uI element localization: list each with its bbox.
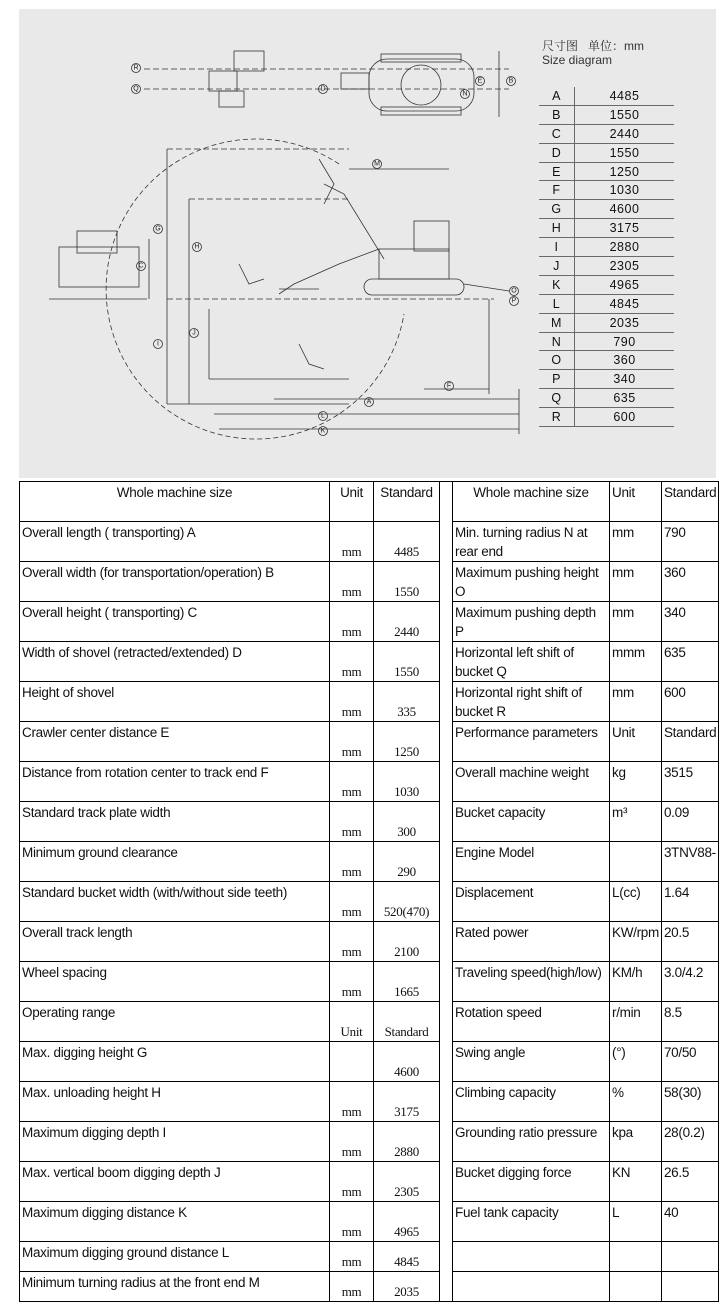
svg-text:J: J <box>192 329 196 337</box>
svg-text:B: B <box>508 77 514 85</box>
spec-item-right: Bucket capacity <box>453 802 610 842</box>
spec-item: Width of shovel (retracted/extended) D <box>20 642 330 682</box>
spec-row <box>20 962 719 1002</box>
spec-standard-right: 20.5 <box>661 922 718 962</box>
spec-unit: mm <box>330 842 374 882</box>
spec-standard: 520(470) <box>374 882 440 922</box>
spec-standard-right: 70/50 <box>661 1042 718 1082</box>
spec-standard: 4845 <box>374 1242 440 1272</box>
spec-unit-right: L <box>610 1202 662 1242</box>
size-value: 4845 <box>575 294 675 313</box>
size-value: 2035 <box>575 313 675 332</box>
spec-row <box>20 722 719 762</box>
size-value: 635 <box>575 389 675 408</box>
size-key: F <box>539 181 575 200</box>
svg-text:K: K <box>320 427 326 435</box>
size-table-row <box>539 389 674 408</box>
size-value: 4965 <box>575 275 675 294</box>
dim-marker-j <box>190 329 199 338</box>
spec-unit-right: L(cc) <box>610 882 662 922</box>
dim-marker-q <box>132 85 141 94</box>
size-key: L <box>539 294 575 313</box>
spec-row <box>20 842 719 882</box>
size-diagram-title <box>542 39 644 67</box>
spec-item-right: Grounding ratio pressure <box>453 1122 610 1162</box>
svg-text:H: H <box>194 243 200 251</box>
size-value: 360 <box>575 351 675 370</box>
spec-item: Standard track plate width <box>20 802 330 842</box>
size-value: 790 <box>575 332 675 351</box>
dim-marker-f <box>445 382 454 391</box>
spec-unit: mm <box>330 762 374 802</box>
spec-item-right: Min. turning radius N at rear end <box>453 522 610 562</box>
dim-marker-h <box>193 243 202 252</box>
spec-standard: 1550 <box>374 562 440 602</box>
size-value: 1550 <box>575 143 675 162</box>
spec-row <box>20 562 719 602</box>
header-unit-right: Unit <box>610 482 662 522</box>
spec-unit-right <box>610 1272 662 1302</box>
size-value: 2440 <box>575 124 675 143</box>
spec-row <box>20 922 719 962</box>
svg-text:C: C <box>138 262 144 270</box>
spec-unit: mm <box>330 1202 374 1242</box>
spec-unit: mm <box>330 922 374 962</box>
spec-item: Max. unloading height H <box>20 1082 330 1122</box>
spec-item-right: Climbing capacity <box>453 1082 610 1122</box>
spec-standard-right <box>661 1242 718 1272</box>
dim-marker-i <box>154 340 163 349</box>
dim-marker-k <box>319 427 328 436</box>
size-key: R <box>539 408 575 427</box>
spec-item: Minimum ground clearance <box>20 842 330 882</box>
spec-item: Operating range <box>20 1002 330 1042</box>
spec-unit-right: mmm <box>610 642 662 682</box>
gap-cell <box>440 602 453 642</box>
gap-cell <box>440 1082 453 1122</box>
spec-unit-right: (°) <box>610 1042 662 1082</box>
dimension-letter-markers <box>132 64 519 436</box>
spec-standard: 300 <box>374 802 440 842</box>
header-item: Whole machine size <box>20 482 330 522</box>
size-table-row <box>539 257 674 276</box>
size-value: 4600 <box>575 200 675 219</box>
svg-text:N: N <box>462 90 468 98</box>
spec-standard-right: 3.0/4.2 <box>661 962 718 1002</box>
dim-marker-o <box>510 287 519 296</box>
spec-item-right: Performance parameters <box>453 722 610 762</box>
size-table-row <box>539 124 674 143</box>
gap-cell <box>440 522 453 562</box>
spec-unit-right: Unit <box>610 722 662 762</box>
gap-cell <box>440 922 453 962</box>
spec-unit-right: m³ <box>610 802 662 842</box>
spec-header-row <box>20 482 719 522</box>
size-key: K <box>539 275 575 294</box>
gap-cell <box>440 1242 453 1272</box>
size-key: G <box>539 200 575 219</box>
size-value: 2305 <box>575 257 675 276</box>
dim-marker-m <box>373 160 382 169</box>
spec-item-right: Maximum pushing depth P <box>453 602 610 642</box>
size-table-row <box>539 219 674 238</box>
size-table-row <box>539 351 674 370</box>
size-table-row <box>539 238 674 257</box>
spec-item: Overall width (for transportation/operation) B <box>20 562 330 602</box>
gap-cell <box>440 762 453 802</box>
spec-unit: mm <box>330 802 374 842</box>
spec-unit-right: KW/rpm <box>610 922 662 962</box>
spec-unit: mm <box>330 1272 374 1302</box>
spec-standard: 1665 <box>374 962 440 1002</box>
size-key: A <box>539 87 575 105</box>
dim-marker-n <box>461 90 470 99</box>
spec-unit-right: mm <box>610 522 662 562</box>
spec-standard-right: Standard <box>661 722 718 762</box>
spec-row <box>20 522 719 562</box>
spec-standard-right: 40 <box>661 1202 718 1242</box>
spec-item: Maximum digging ground distance L <box>20 1242 330 1272</box>
size-key: O <box>539 351 575 370</box>
gap-cell <box>440 1202 453 1242</box>
spec-unit-right <box>610 842 662 882</box>
spec-unit-right: kg <box>610 762 662 802</box>
dim-marker-l <box>319 412 328 421</box>
size-key: M <box>539 313 575 332</box>
spec-unit-right: % <box>610 1082 662 1122</box>
size-key: P <box>539 370 575 389</box>
spec-row <box>20 1042 719 1082</box>
spec-standard-right: 600 <box>661 682 718 722</box>
size-value: 4485 <box>575 87 675 105</box>
spec-unit-right: KN <box>610 1162 662 1202</box>
spec-standard: 2440 <box>374 602 440 642</box>
spec-row <box>20 1242 719 1272</box>
gap-cell <box>440 642 453 682</box>
spec-standard: 2035 <box>374 1272 440 1302</box>
size-table-row <box>539 87 674 105</box>
spec-row <box>20 802 719 842</box>
dim-marker-p <box>510 297 519 306</box>
size-value: 1250 <box>575 162 675 181</box>
spec-row <box>20 602 719 642</box>
spec-standard: 4600 <box>374 1042 440 1082</box>
svg-text:L: L <box>321 412 325 420</box>
size-table-row <box>539 143 674 162</box>
spec-row <box>20 1122 719 1162</box>
size-key: H <box>539 219 575 238</box>
svg-text:A: A <box>366 398 372 406</box>
spec-item-right: Fuel tank capacity <box>453 1202 610 1242</box>
spec-standard: 1030 <box>374 762 440 802</box>
spec-row <box>20 882 719 922</box>
gap-cell <box>440 1002 453 1042</box>
spec-item: Overall track length <box>20 922 330 962</box>
unit-cn: 单位：mm <box>588 39 645 53</box>
spec-unit: Unit <box>330 1002 374 1042</box>
gap-cell <box>440 882 453 922</box>
size-table-row <box>539 294 674 313</box>
spec-item-right: Swing angle <box>453 1042 610 1082</box>
spec-unit-right <box>610 1242 662 1272</box>
size-key: B <box>539 105 575 124</box>
spec-item: Wheel spacing <box>20 962 330 1002</box>
gap-cell <box>440 682 453 722</box>
spec-standard-right <box>661 1272 718 1302</box>
spec-item: Max. digging height G <box>20 1042 330 1082</box>
size-table <box>539 87 674 427</box>
size-table-row <box>539 408 674 427</box>
spec-standard: 1250 <box>374 722 440 762</box>
spec-standard-right: 1.64 <box>661 882 718 922</box>
spec-unit <box>330 1042 374 1082</box>
svg-text:G: G <box>155 225 161 233</box>
spec-unit-right: kpa <box>610 1122 662 1162</box>
spec-row <box>20 642 719 682</box>
spec-row <box>20 1272 719 1302</box>
dim-marker-g <box>154 225 163 234</box>
spec-row <box>20 1162 719 1202</box>
spec-standard: 2305 <box>374 1162 440 1202</box>
gap-cell <box>440 1122 453 1162</box>
spec-standard-right: 790 <box>661 522 718 562</box>
spec-item: Minimum turning radius at the front end M <box>20 1272 330 1302</box>
dim-marker-r <box>132 64 141 73</box>
size-key: J <box>539 257 575 276</box>
spec-unit: mm <box>330 522 374 562</box>
size-key: E <box>539 162 575 181</box>
spec-standard: 4965 <box>374 1202 440 1242</box>
svg-text:P: P <box>511 297 517 305</box>
spec-unit: mm <box>330 642 374 682</box>
size-value: 1550 <box>575 105 675 124</box>
spec-standard-right: 0.09 <box>661 802 718 842</box>
spec-item-right: Traveling speed(high/low) <box>453 962 610 1002</box>
size-key: C <box>539 124 575 143</box>
size-key: Q <box>539 389 575 408</box>
spec-item-right: Maximum pushing height O <box>453 562 610 602</box>
svg-text:O: O <box>511 287 517 295</box>
svg-text:R: R <box>133 64 139 72</box>
spec-item: Standard bucket width (with/without side teeth) <box>20 882 330 922</box>
spec-unit-right: r/min <box>610 1002 662 1042</box>
spec-unit: mm <box>330 1122 374 1162</box>
spec-unit: mm <box>330 722 374 762</box>
gap-cell <box>440 1272 453 1302</box>
spec-item: Distance from rotation center to track end F <box>20 762 330 802</box>
spec-standard-right: 26.5 <box>661 1162 718 1202</box>
size-value: 600 <box>575 408 675 427</box>
title-cn: 尺寸图 <box>542 39 579 53</box>
svg-text:M: M <box>374 160 380 168</box>
size-value: 340 <box>575 370 675 389</box>
size-key: D <box>539 143 575 162</box>
spec-standard-right: 58(30) <box>661 1082 718 1122</box>
spec-standard-right: 3TNV88- <box>661 842 718 882</box>
header-standard: Standard <box>374 482 440 522</box>
gap-cell <box>440 1042 453 1082</box>
spec-unit: mm <box>330 962 374 1002</box>
spec-row <box>20 682 719 722</box>
spec-row <box>20 762 719 802</box>
spec-unit: mm <box>330 1082 374 1122</box>
gap-cell <box>440 722 453 762</box>
spec-row <box>20 1002 719 1042</box>
gap-cell <box>440 842 453 882</box>
spec-item: Maximum digging depth I <box>20 1122 330 1162</box>
header-item-right: Whole machine size <box>453 482 610 522</box>
spec-standard-right: 8.5 <box>661 1002 718 1042</box>
spec-standard: 2880 <box>374 1122 440 1162</box>
size-table-row <box>539 200 674 219</box>
gap-cell <box>440 1162 453 1202</box>
gap-cell <box>440 802 453 842</box>
svg-text:Q: Q <box>133 85 139 93</box>
spec-unit: mm <box>330 562 374 602</box>
header-unit: Unit <box>330 482 374 522</box>
dim-marker-b <box>507 77 516 86</box>
spec-item: Maximum digging distance K <box>20 1202 330 1242</box>
title-en: Size diagram <box>542 53 613 67</box>
spec-item-right: Overall machine weight <box>453 762 610 802</box>
spec-item-right <box>453 1242 610 1272</box>
spec-item-right: Displacement <box>453 882 610 922</box>
spec-table <box>19 481 719 1302</box>
spec-item-right <box>453 1272 610 1302</box>
spec-item-right: Bucket digging force <box>453 1162 610 1202</box>
svg-text:D: D <box>320 85 326 93</box>
size-value: 2880 <box>575 238 675 257</box>
spec-item: Overall length ( transporting) A <box>20 522 330 562</box>
spec-item-right: Horizontal right shift of bucket R <box>453 682 610 722</box>
spec-standard-right: 28(0.2) <box>661 1122 718 1162</box>
size-value: 1030 <box>575 181 675 200</box>
svg-text:E: E <box>477 77 483 85</box>
size-diagram-panel <box>19 9 716 478</box>
spec-unit-right: mm <box>610 682 662 722</box>
spec-standard: 4485 <box>374 522 440 562</box>
spec-unit: mm <box>330 1162 374 1202</box>
spec-standard: 2100 <box>374 922 440 962</box>
spec-item-right: Horizontal left shift of bucket Q <box>453 642 610 682</box>
size-value: 3175 <box>575 219 675 238</box>
size-table-row <box>539 370 674 389</box>
spec-unit: mm <box>330 602 374 642</box>
spec-unit-right: mm <box>610 562 662 602</box>
spec-standard-right: 3515 <box>661 762 718 802</box>
spec-unit-right: KM/h <box>610 962 662 1002</box>
spec-unit: mm <box>330 882 374 922</box>
spec-standard-right: 360 <box>661 562 718 602</box>
gap-cell <box>440 962 453 1002</box>
dim-marker-a <box>365 398 374 407</box>
spec-unit-right: mm <box>610 602 662 642</box>
spec-item-right: Rated power <box>453 922 610 962</box>
size-table-row <box>539 313 674 332</box>
size-table-row <box>539 181 674 200</box>
spec-item-right: Rotation speed <box>453 1002 610 1042</box>
spec-standard-right: 340 <box>661 602 718 642</box>
dim-marker-e <box>476 77 485 86</box>
spec-standard: 335 <box>374 682 440 722</box>
spec-standard: 1550 <box>374 642 440 682</box>
spec-unit: mm <box>330 1242 374 1272</box>
spec-row <box>20 1202 719 1242</box>
spec-standard-right: 635 <box>661 642 718 682</box>
size-key: I <box>539 238 575 257</box>
spec-item: Max. vertical boom digging depth J <box>20 1162 330 1202</box>
spec-unit: mm <box>330 682 374 722</box>
size-table-row <box>539 162 674 181</box>
spec-standard: 290 <box>374 842 440 882</box>
spec-standard: Standard <box>374 1002 440 1042</box>
size-key: N <box>539 332 575 351</box>
spec-row <box>20 1082 719 1122</box>
spec-item: Crawler center distance E <box>20 722 330 762</box>
dim-marker-c <box>137 262 146 271</box>
gap-cell <box>440 562 453 602</box>
size-table-row <box>539 332 674 351</box>
spec-item: Overall height ( transporting) C <box>20 602 330 642</box>
svg-text:I: I <box>157 340 159 348</box>
size-table-row <box>539 275 674 294</box>
svg-text:F: F <box>446 382 452 390</box>
gap-cell <box>440 482 453 522</box>
size-table-row <box>539 105 674 124</box>
spec-standard: 3175 <box>374 1082 440 1122</box>
spec-item-right: Engine Model <box>453 842 610 882</box>
spec-item: Height of shovel <box>20 682 330 722</box>
header-standard-right: Standard <box>661 482 718 522</box>
